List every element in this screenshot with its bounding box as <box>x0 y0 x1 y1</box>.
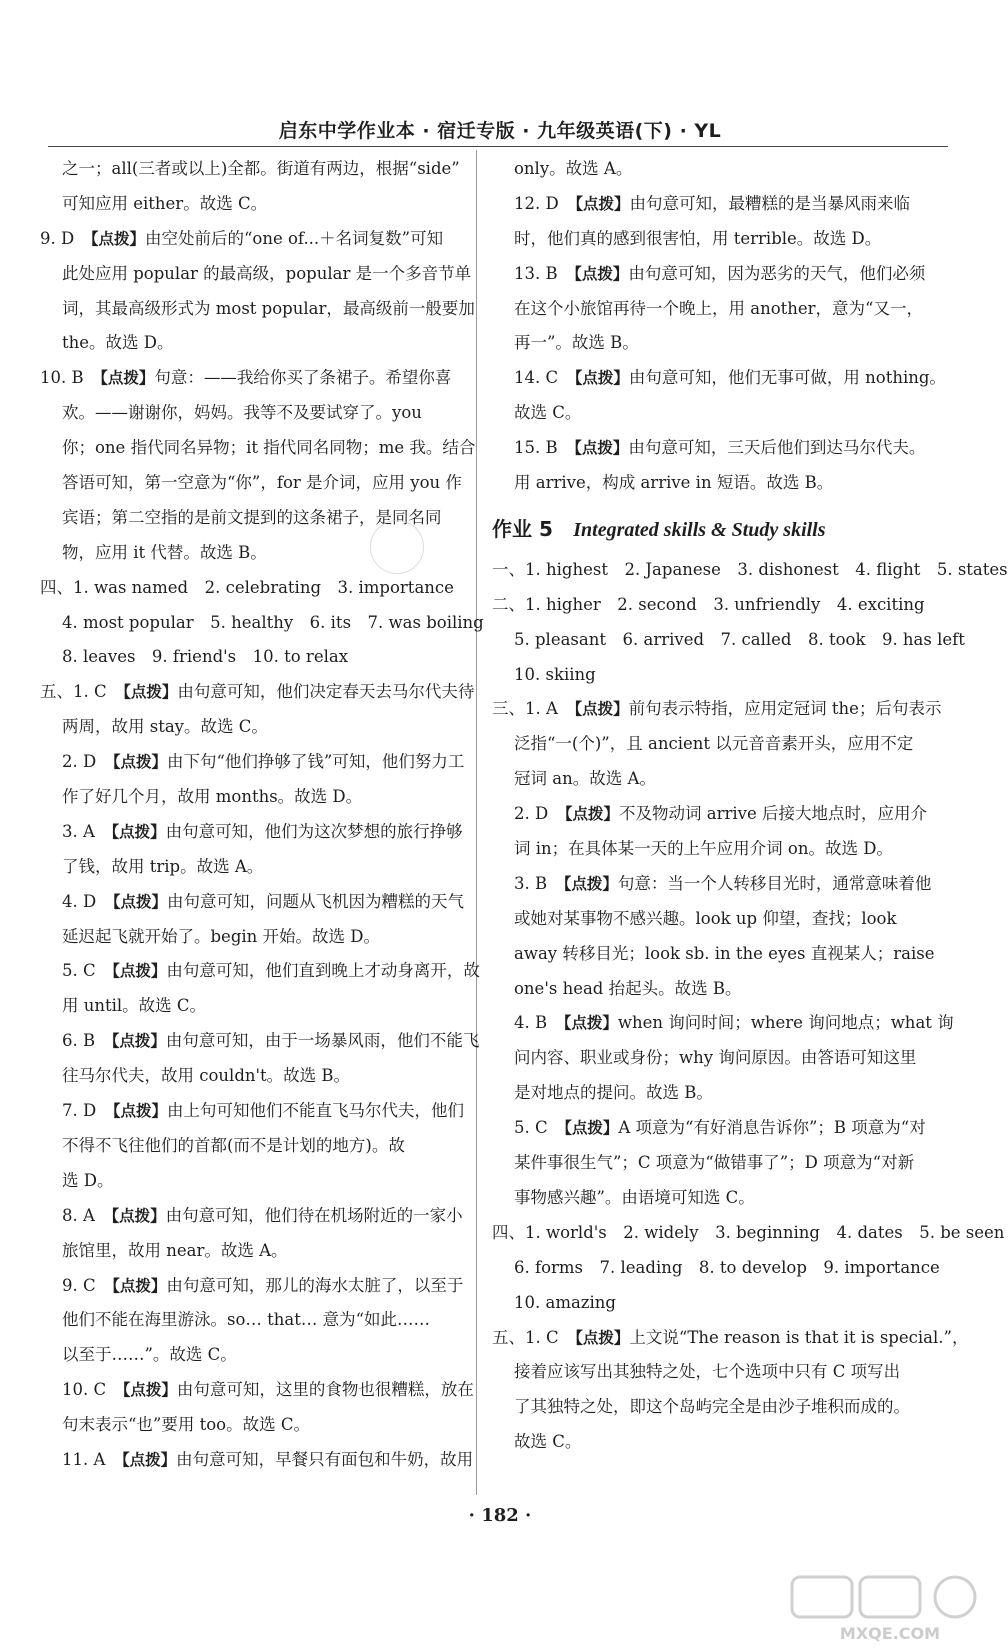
line-text: 用 arrive，构成 arrive in 短语。故选 B。 <box>514 473 834 493</box>
column-divider <box>476 150 477 1495</box>
line-text: 句意：——我给你买了条裙子。希望你喜 <box>154 368 452 388</box>
line-text: 可知应用 either。故选 C。 <box>62 193 268 213</box>
line-text: 由句意可知，问题从飞机因为糟糕的天气 <box>166 891 464 911</box>
line-text: 在这个小旅馆再待一个晚上，用 another，意为“又一， <box>514 298 923 318</box>
answer-number: 4. B <box>514 1013 548 1033</box>
hint-label: 【点拨】 <box>123 683 178 702</box>
line-text: 不得不飞往他们的首都(而不是计划的地方)。故 <box>62 1135 405 1155</box>
text-line <box>40 815 463 850</box>
answer-number: 5. C <box>514 1118 548 1138</box>
text-line <box>492 588 929 623</box>
faint-stamp <box>370 520 424 574</box>
line-text: 不及物动词 arrive 后接大地点时，应用介 <box>618 804 927 824</box>
text-line <box>40 885 463 920</box>
text-line <box>40 187 463 222</box>
hint-label: 【点拨】 <box>574 439 629 458</box>
answer-number: 7. D <box>62 1101 97 1121</box>
hint-label: 【点拨】 <box>112 962 167 981</box>
answer-number: 五、1. C <box>492 1327 559 1347</box>
text-line <box>492 1425 929 1460</box>
line-text: 延迟起飞就开始了。begin 开始。故选 D。 <box>62 926 381 946</box>
line-text: 四、1. world's 2. widely 3. beginning 4. dates 5. be seen <box>492 1222 1005 1242</box>
line-text: 是对地点的提问。故选 B。 <box>514 1083 713 1103</box>
hint-label: 【点拨】 <box>112 1102 167 1121</box>
answer-number: 12. D <box>514 193 559 213</box>
line-text: 答语可知，第一空意为“你”，for 是介词，应用 you 作 <box>62 473 462 493</box>
text-line <box>492 1146 929 1181</box>
hint-label: 【点拨】 <box>112 753 167 772</box>
page-header: 启东中学作业本 · 宿迁专版 · 九年级英语(下) · YL <box>278 120 722 142</box>
hint-label: 【点拨】 <box>564 805 619 824</box>
line-text: 6. forms 7. leading 8. to develop 9. importance <box>514 1257 940 1277</box>
line-text: 泛指“一(个)”，且 ancient 以元音音素开头，应用不定 <box>514 734 914 754</box>
text-line <box>492 553 1008 588</box>
text-line <box>492 257 929 292</box>
line-text: 10. skiing <box>514 664 596 684</box>
text-line <box>40 606 484 641</box>
line-text: 句末表示“也”要用 too。故选 C。 <box>62 1415 310 1435</box>
hint-label: 【点拨】 <box>90 229 145 248</box>
text-line <box>40 1059 463 1094</box>
line-text: 某件事很生气”；C 项意为“做错事了”；D 项意为“对新 <box>514 1153 915 1173</box>
line-text: 由句意可知，他们待在机场附近的一家小 <box>165 1205 463 1225</box>
text-line <box>492 972 929 1007</box>
line-text: 用 until。故选 C。 <box>62 996 207 1016</box>
answer-number: 15. B <box>514 438 558 458</box>
text-line <box>492 1390 929 1425</box>
text-line <box>40 396 463 431</box>
text-line <box>492 623 965 658</box>
text-line <box>492 466 929 501</box>
line-text: 了钱，故用 trip。故选 A。 <box>62 856 264 876</box>
text-line <box>40 745 463 780</box>
line-text: when 询问时间；where 询问地点；what 询 <box>617 1013 954 1033</box>
text-line <box>492 1216 1005 1251</box>
answer-number: 3. A <box>62 821 95 841</box>
watermark-text: MXQE.COM <box>839 1624 941 1643</box>
text-line <box>40 1164 463 1199</box>
section-title-en: Integrated skills & Study skills <box>573 518 826 541</box>
hint-label: 【点拨】 <box>111 1032 166 1051</box>
page-number: · 182 · <box>468 1505 532 1526</box>
hint-label: 【点拨】 <box>574 369 629 388</box>
line-text: 由句意可知，最糟糕的是当暴风雨来临 <box>629 193 910 213</box>
line-text: 4. most popular 5. healthy 6. its 7. was boiling <box>62 612 484 632</box>
text-line <box>40 257 472 292</box>
hint-label: 【点拨】 <box>111 1206 166 1225</box>
text-line <box>40 1408 463 1443</box>
text-line <box>492 1181 929 1216</box>
text-line <box>40 1129 463 1164</box>
line-text: 接着应该写出其独特之处，七个选项中只有 C 项写出 <box>514 1362 901 1382</box>
line-text: 由句意可知，早餐只有面包和牛奶，故用 <box>176 1449 474 1469</box>
section-title <box>492 505 929 553</box>
hint-label: 【点拨】 <box>564 1119 619 1138</box>
line-text: 由句意可知，他们无事可做，用 nothing。 <box>628 368 946 388</box>
text-line <box>40 1024 480 1059</box>
hint-label: 【点拨】 <box>121 1450 177 1469</box>
line-text: 二、1. higher 2. second 3. unfriendly 4. exciting <box>492 594 925 614</box>
hint-label: 【点拨】 <box>563 1014 618 1033</box>
line-text: 10. amazing <box>514 1292 616 1312</box>
text-line <box>492 1251 940 1286</box>
text-line <box>492 762 929 797</box>
line-text: one's head 抬起头。故选 B。 <box>514 978 742 998</box>
answer-number: 14. C <box>514 368 559 388</box>
hint-label: 【点拨】 <box>563 874 618 893</box>
text-line <box>40 571 463 606</box>
text-line <box>40 152 463 187</box>
text-line <box>492 431 929 466</box>
line-text: 由句意可知，他们直到晚上才动身离开，故 <box>166 961 480 981</box>
answer-number: 五、1. C <box>40 682 107 702</box>
line-text: 或她对某事物不感兴趣。look up 仰望，查找；look <box>514 908 897 928</box>
line-text: 由句意可知，这里的食物也很糟糕，放在 <box>176 1380 474 1400</box>
line-text: 此处应用 popular 的最高级，popular 是一个多音节单 <box>62 263 472 283</box>
answer-number: 13. B <box>514 263 558 283</box>
answer-number: 9. D <box>40 228 75 248</box>
answer-number: 5. C <box>62 961 96 981</box>
text-line <box>40 1303 463 1338</box>
answer-number: 2. D <box>514 804 549 824</box>
answer-number: 8. A <box>62 1205 95 1225</box>
right-column-top <box>492 152 946 501</box>
text-line <box>40 640 463 675</box>
text-line <box>40 1443 474 1478</box>
text-line <box>492 396 929 431</box>
line-text: 由句意可知，他们决定春天去马尔代夫待 <box>177 682 475 702</box>
text-line <box>40 710 463 745</box>
line-text: 词，其最高级形式为 most popular，最高级前一般要加 <box>62 298 475 318</box>
line-text: 他们不能在海里游泳。so… that… 意为“如此…… <box>62 1310 431 1330</box>
text-line <box>492 1355 929 1390</box>
answer-number: 10. B <box>40 368 84 388</box>
hint-label: 【点拨】 <box>112 1276 167 1295</box>
answer-number: 6. B <box>62 1031 96 1051</box>
line-text: 由空处前后的“one of...＋名词复数”可知 <box>144 228 444 248</box>
line-text: 由句意可知，那儿的海水太脏了，以至于 <box>166 1275 464 1295</box>
line-text: 由句意可知，因为恶劣的天气，他们必须 <box>628 263 926 283</box>
text-line <box>40 361 463 396</box>
text-line <box>492 187 929 222</box>
line-text: 四、1. was named 2. celebrating 3. importance <box>40 577 454 597</box>
text-line <box>492 937 935 972</box>
text-line <box>40 1338 463 1373</box>
line-text: 宾语；第二空指的是前文提到的这条裙子，是同名同 <box>62 507 442 527</box>
text-line <box>492 1111 929 1146</box>
answer-number: 9. C <box>62 1275 96 1295</box>
text-line <box>492 361 946 396</box>
text-line <box>492 658 929 693</box>
line-text: 故选 C。 <box>514 1432 582 1452</box>
line-text: 上文说“The reason is that it is special.”， <box>629 1327 969 1347</box>
text-line <box>492 832 929 867</box>
line-text: 了其独特之处，即这个岛屿完全是由沙子堆积而成的。 <box>514 1397 910 1417</box>
hint-label: 【点拨】 <box>574 264 629 283</box>
answer-number: 4. D <box>62 891 97 911</box>
header-rule <box>48 146 948 147</box>
text-line <box>40 466 463 501</box>
line-text: 两周，故用 stay。故选 C。 <box>62 717 268 737</box>
right-column <box>492 152 1008 1460</box>
hint-label: 【点拨】 <box>100 369 155 388</box>
line-text: the。故选 D。 <box>62 333 174 353</box>
text-line <box>492 152 929 187</box>
text-line <box>492 727 929 762</box>
text-line <box>40 326 463 361</box>
text-line <box>492 222 929 257</box>
line-text: 前句表示特指，应用定冠词 the；后句表示 <box>628 699 942 719</box>
text-line <box>40 1199 463 1234</box>
text-line <box>492 692 942 727</box>
line-text: 由句意可知，由于一场暴风雨，他们不能飞 <box>165 1031 480 1051</box>
text-line <box>40 920 463 955</box>
site-watermark <box>790 1575 995 1645</box>
line-text: 往马尔代夫，故用 couldn't。故选 B。 <box>62 1066 351 1086</box>
line-text: 事物感兴趣”。由语境可知选 C。 <box>514 1187 755 1207</box>
answer-number: 10. C <box>62 1380 107 1400</box>
line-text: 一、1. highest 2. Japanese 3. dishonest 4. flight 5. states <box>492 559 1008 579</box>
text-line <box>492 326 929 361</box>
line-text: 欢。——谢谢你，妈妈。我等不及要试穿了。you <box>62 403 422 423</box>
line-text: away 转移目光；look sb. in the eyes 直视某人；raise <box>514 943 935 963</box>
line-text: 由上句可知他们不能直飞马尔代夫，他们 <box>166 1101 464 1121</box>
text-line <box>40 222 463 257</box>
answer-number: 三、1. A <box>492 699 558 719</box>
section-title-zh: 作业 5 <box>492 516 553 541</box>
line-text: 问内容、职业或身份；why 询问原因。由答语可知这里 <box>514 1048 917 1068</box>
text-line <box>40 1373 474 1408</box>
hint-label: 【点拨】 <box>575 1328 630 1347</box>
line-text: 句意：当一个人转移目光时，通常意味着他 <box>617 873 932 893</box>
line-text: 词 in；在具体某一天的上午应用介词 on。故选 D。 <box>514 839 893 859</box>
text-line <box>40 989 463 1024</box>
text-line <box>492 1321 969 1356</box>
hint-label: 【点拨】 <box>122 1381 177 1400</box>
hint-label: 【点拨】 <box>575 194 630 213</box>
text-line <box>40 780 463 815</box>
line-text: 5. pleasant 6. arrived 7. called 8. took 9. has left <box>514 629 965 649</box>
line-text: 旅馆里，故用 near。故选 A。 <box>62 1240 288 1260</box>
line-text: 你；one 指代同名异物；it 指代同名同物；me 我。结合 <box>62 438 476 458</box>
line-text: 之一；all(三者或以上)全都。街道有两边，根据“side” <box>62 159 460 178</box>
text-line <box>40 292 475 327</box>
text-line <box>40 850 463 885</box>
line-text: 物，应用 it 代替。故选 B。 <box>62 542 267 562</box>
line-text: only。故选 A。 <box>514 159 633 178</box>
line-text: 作了好几个月，故用 months。故选 D。 <box>62 787 363 807</box>
line-text: 选 D。 <box>62 1170 114 1190</box>
line-text: 8. leaves 9. friend's 10. to relax <box>62 647 349 667</box>
text-line <box>492 797 929 832</box>
text-line <box>492 292 929 327</box>
line-text: 由句意可知，三天后他们到达马尔代夫。 <box>628 438 926 458</box>
text-line <box>492 1076 929 1111</box>
line-text: 故选 C。 <box>514 403 582 423</box>
hint-label: 【点拨】 <box>111 822 166 841</box>
hint-label: 【点拨】 <box>574 700 629 719</box>
text-line <box>40 1234 463 1269</box>
text-line <box>40 1094 463 1129</box>
line-text: 时，他们真的感到很害怕，用 terrible。故选 D。 <box>514 228 882 248</box>
hint-label: 【点拨】 <box>112 892 167 911</box>
line-text: 以至于……”。故选 C。 <box>62 1345 237 1365</box>
text-line <box>492 867 932 902</box>
line-text: 由下句“他们挣够了钱”可知，他们努力工 <box>166 752 465 772</box>
line-text: 再一”。故选 B。 <box>514 333 639 353</box>
left-column <box>40 152 484 1478</box>
text-line <box>492 1006 954 1041</box>
line-text: 冠词 an。故选 A。 <box>514 769 656 789</box>
answer-number: 2. D <box>62 752 97 772</box>
text-line <box>40 1269 463 1304</box>
text-line <box>492 1286 929 1321</box>
right-column-bottom <box>492 553 1008 1460</box>
answer-number: 11. A <box>62 1449 106 1469</box>
text-line <box>40 675 475 710</box>
text-line <box>492 1041 929 1076</box>
text-line <box>40 954 480 989</box>
text-line <box>40 431 476 466</box>
text-line <box>492 902 929 937</box>
line-text: A 项意为“有好消息告诉你”；B 项意为“对 <box>618 1118 926 1138</box>
answer-number: 3. B <box>514 873 548 893</box>
line-text: 由句意可知，他们为这次梦想的旅行挣够 <box>165 821 463 841</box>
